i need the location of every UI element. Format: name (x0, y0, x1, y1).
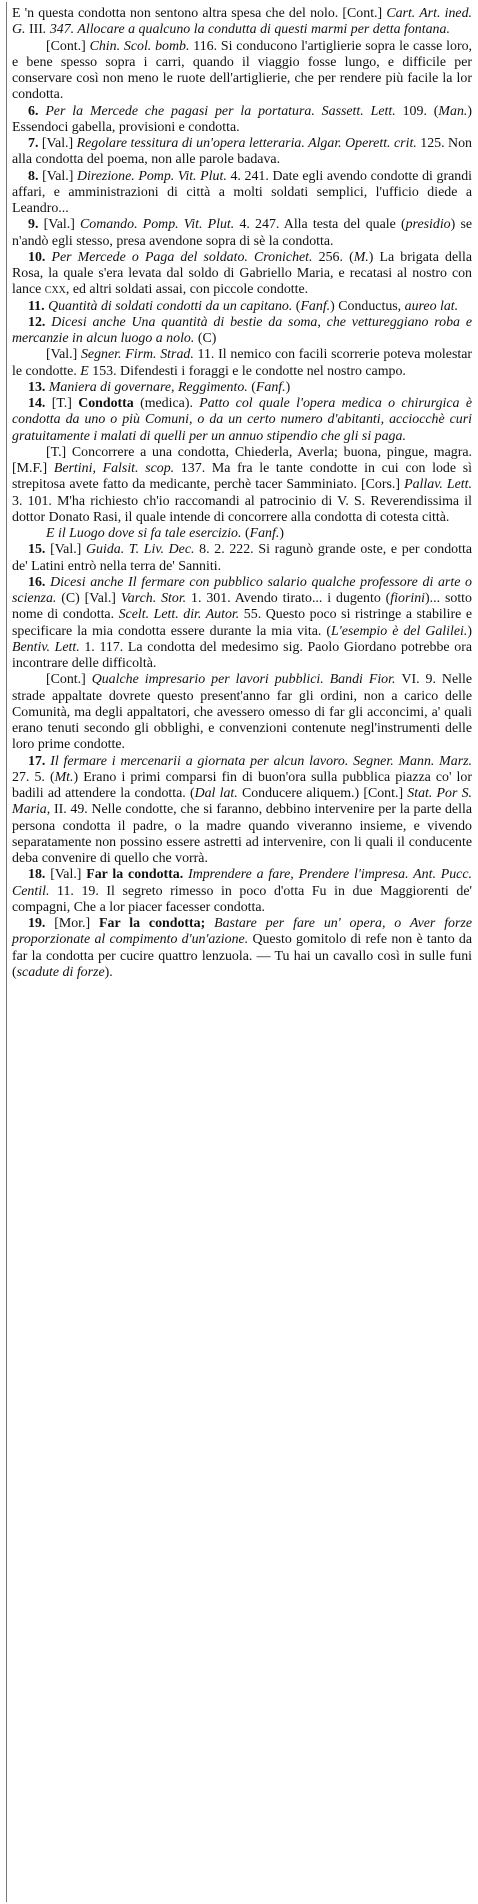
text-segment: ) Erano i primi comparsi fin di buon'ora sulla pubblica piazza co' lor badili ad attendere la condotta. ( (12, 769, 472, 801)
text-segment: Comando. Pomp. Vit. Plut. (80, 217, 235, 233)
text-segment: Fanf. (255, 379, 286, 395)
text-segment: 18. (28, 867, 51, 883)
text-segment: 19. (28, 916, 55, 931)
text-segment: 8. 2. 222. Si ragunò grande oste, e per condotta de' Latini entrò nella terra de' Sanniti. (12, 542, 472, 574)
text-segment: aureo lat. (404, 298, 459, 314)
text-segment: Patto col quale l'opera medica o chirurgica è condotta da uno o più Comuni, o da un certo numero d'abitanti, acciocchè curi gratuitamente i malati di quelli per un annuo stipendio che gli si paga. (12, 396, 472, 444)
dictionary-paragraph (12, 315, 472, 348)
text-segment: Man. (438, 103, 468, 119)
text-segment: 109. ( (395, 103, 439, 119)
text-segment: )... sotto nome di condotta. (12, 591, 472, 623)
text-segment: [T.] (51, 396, 79, 411)
text-segment: III (28, 22, 43, 38)
text-segment: Pallav. Lett. (404, 477, 472, 493)
text-segment: II (53, 802, 64, 818)
text-segment: ) La brigata della Rosa, la quale s'era levata dal soldo di Gabriello Maria, e recatasi al nostro con lance (12, 249, 473, 298)
text-segment: 11. (28, 298, 49, 314)
text-segment: (medica). (133, 396, 200, 411)
text-segment: Dicesi anche Una quantità di bestie da soma, che vettureggiano roba e mercanzie in alcun luogo a nolo. (12, 314, 472, 346)
text-segment: 15. (28, 542, 51, 558)
text-segment: 116. Si conducono l'artiglierie sopra le casse loro, e bene spesso sopra i carri, quando il viaggio fosse lungo, e difficile per conservare così non meno le ruote dell'artiglierie, che per rendere più facile la lor condotta. (12, 38, 472, 103)
text-segment: Bentiv. Lett. (12, 639, 80, 655)
text-segment: 1. 117. La condotta del medesimo sig. Paolo Giordano potrebbe ora incontrare delle difficoltà. (12, 639, 472, 671)
text-segment: Fanf. (300, 298, 331, 314)
text-segment: Cart. Art. ined. G. (12, 6, 472, 38)
text-segment: Per Mercede o Paga del soldato. Cronichet. (51, 249, 313, 265)
text-segment: [Val.] (46, 347, 81, 363)
text-segment: [Val.] (50, 867, 87, 883)
text-segment: ) (285, 379, 291, 395)
text-segment: 17. (28, 753, 51, 769)
dictionary-paragraph (12, 396, 472, 445)
text-segment: ) Conductus, (330, 298, 405, 314)
dictionary-paragraph (12, 542, 472, 575)
dictionary-paragraph (12, 299, 472, 315)
text-segment: Conducere aliquem.) [Cont.] (237, 786, 408, 801)
dictionary-paragraph (12, 380, 472, 396)
text-segment: E (80, 363, 89, 379)
dictionary-paragraph (12, 250, 472, 299)
dictionary-paragraph (12, 916, 472, 981)
text-segment: (C) [Val.] (56, 591, 121, 606)
text-segment: [Mor.] (54, 916, 100, 931)
text-segment: 14. (28, 396, 52, 411)
dictionary-paragraph (12, 104, 472, 137)
text-segment: 7. (28, 136, 42, 151)
text-segment: Regolare tessitura di un'opera letteraria. Algar. Operett. crit. (76, 136, 417, 151)
text-segment: Dal lat. (194, 786, 238, 801)
text-segment: 16. (28, 574, 51, 590)
dictionary-paragraph (12, 445, 472, 526)
text-segment: 4. 247. Alla testa del quale ( (234, 217, 406, 233)
text-segment: Fanf. (249, 526, 280, 541)
text-segment: Maniera di governare, Reggimento. (48, 379, 248, 395)
dictionary-paragraph (12, 754, 472, 868)
text-segment: Scelt. Lett. dir. Autor. (118, 607, 240, 623)
text-segment: Varch. Stor. (120, 591, 187, 606)
text-segment: 9. (28, 217, 44, 233)
dictionary-paragraph (12, 672, 472, 753)
text-segment: 8. (28, 168, 43, 184)
text-segment: 11. Il nemico con facili scorrerie poteva molestar le condotte. (12, 347, 473, 379)
text-segment: 137. Ma fra le tante condotte in cui con lode sì strepitosa avete fatto da medicante, perchè tacer Samminiato. [Cors.] (12, 461, 472, 493)
text-segment: 12. (28, 314, 52, 330)
text-segment: Bastare per fare un' opera, o Aver forze proporzionate al compimento d'un'azione. (12, 916, 472, 948)
dictionary-paragraph (12, 217, 472, 250)
text-segment: Far la condotta. (86, 867, 184, 883)
text-segment: 13. (28, 379, 49, 395)
text-segment: [Val.] (42, 168, 77, 184)
text-segment: cxx (44, 282, 66, 298)
text-segment: Condotta (78, 396, 134, 411)
text-segment: E 'n questa condotta non sentono altra spesa che del nolo. [Cont.] (12, 6, 387, 21)
text-segment: [Cont.] (46, 38, 90, 54)
text-segment: Segner. Firm. Strad. (80, 347, 194, 363)
text-segment: 256. ( (312, 249, 354, 265)
text-segment: [T.] Concorrere a una condotta, Chiederla, Averla; buona, pingue, magra. [M.F.] (12, 444, 472, 476)
text-segment: . 347. Allocare a qualcuno la condutta di questi marmi per detta fontana. (42, 22, 450, 38)
text-segment: fiorini (390, 591, 426, 606)
text-segment: Far la condotta; (99, 916, 206, 931)
dictionary-paragraph (12, 575, 472, 673)
dictionary-paragraph (12, 526, 472, 542)
text-segment: 55. Questo poco si ristringe a stabilire e specificare la mia condotta essere durante la mia vita. ( (12, 607, 472, 639)
text-segment: Chin. Scol. bomb. (89, 38, 190, 54)
dictionary-paragraph (12, 136, 472, 169)
text-segment: ( (241, 526, 250, 541)
text-segment: Quantità di soldati condotti da un capitano. (48, 298, 293, 314)
text-segment: scadute di forze (16, 964, 105, 980)
text-segment: ) (279, 526, 284, 541)
text-segment: Bertini, Falsit. scop. (53, 461, 175, 476)
text-segment: ) Essendoci gabella, provisioni e condotta. (12, 103, 472, 135)
dictionary-paragraph (12, 169, 472, 218)
text-segment: Direzione. Pomp. Vit. Plut. (76, 168, 227, 184)
text-segment: 3. 101. M'ha richiesto ch'io raccomandi al patrocinio di V. S. Reverendissima il dottor Donato Rasi, il quale intende di concorrere alla condotta di cotesta città. (12, 493, 472, 525)
text-segment: Questo gomitolo di refe non è tanto da far la condotta per cucire quattro lenzuola. — Tu hai un cavallo così in sulle funi ( (12, 932, 472, 980)
text-segment: E il Luogo dove si fa tale esercizio. (46, 526, 242, 541)
text-segment: Qualche impresario per lavori pubblici. Bandi Fior. (91, 672, 396, 688)
text-segment: [Cont.] (46, 672, 92, 688)
text-segment: ). (104, 964, 113, 980)
dictionary-paragraph (12, 39, 472, 104)
text-segment: Per la Mercede che pagasi per la portatura. Sassett. Lett. (45, 103, 396, 119)
text-segment: ( (292, 298, 301, 314)
text-segment: Dicesi anche Il fermare con pubblico salario qualche professore di arte o scienza. (12, 574, 472, 606)
text-segment: Imprendere a fare, Prendere l'impresa. Ant. Pucc. Centil. (12, 867, 472, 899)
text-segment: 1. 301. Avendo tirato... i dugento ( (186, 591, 391, 606)
text-segment: Stat. Por S. Maria, (12, 786, 473, 818)
text-segment: [Val.] (41, 136, 77, 151)
text-segment: . 49. Nelle condotte, che si faranno, debbino intervenire per la parte della persona condotta il padre, o la madre quando viveranno insieme, e vivendo separatamente non possino essere astretti ad intervenire, con li quali il conducente deba convenire di quello che vorrà. (12, 802, 472, 866)
text-segment: VI (401, 672, 417, 688)
text-segment: 153. Difendesti i foraggi e le condotte nel nostro campo. (88, 363, 406, 379)
text-segment: 4. 241. Date egli avendo condotte di grandi affari, e amministrazioni di città a molti soldati semplici, l'ufficio diede a Leandro... (12, 168, 473, 216)
text-segment: , ed altri soldati assai, con piccole condotte. (65, 282, 309, 298)
text-segment: 10. (28, 249, 52, 265)
dictionary-paragraph (12, 347, 472, 380)
text-segment: ( (247, 379, 256, 395)
text-segment: 11. 19. Il segreto rimesso in poco d'otta Fu in due Maggiorenti de' compagni, Che a lor piacer facesser condotta. (12, 883, 472, 915)
text-segment: Guida. T. Liv. Dec. (86, 542, 195, 558)
text-segment: 27. 5. ( (12, 769, 55, 785)
dictionary-paragraph (12, 867, 472, 916)
text-segment: [Val.] (50, 542, 86, 558)
text-segment: 6. (28, 103, 46, 119)
text-segment: ) (467, 623, 472, 639)
text-segment: M. (353, 249, 369, 265)
text-segment: [Val.] (43, 217, 81, 233)
text-segment: (C) (194, 331, 217, 346)
text-segment: ) se n'andò egli stesso, presa avendone sopra di sè la condotta. (12, 217, 473, 249)
text-segment: L'esempio è del Galilei. (331, 623, 468, 639)
text-segment: 125. Non alla condotta del poema, non alle parole badava. (12, 136, 472, 168)
text-segment: presidio (405, 217, 451, 233)
text-segment: Mt. (54, 769, 74, 785)
dictionary-paragraph (12, 6, 472, 39)
text-segment (205, 916, 214, 931)
text-segment: . 9. Nelle strade appaltate dovrete questo present'anno far gli ordini, non a carico delle Comunità, ma degli appaltatori, che avessero omesso di far gli acconcimi, a' quali erano tenuti secondo gli obblighi, e convenzioni contenute negl'instrumenti delle loro prime condotte. (12, 672, 472, 753)
text-segment: Il fermare i mercenarii a giornata per alcun lavoro. Segner. Mann. Marz. (50, 753, 472, 769)
